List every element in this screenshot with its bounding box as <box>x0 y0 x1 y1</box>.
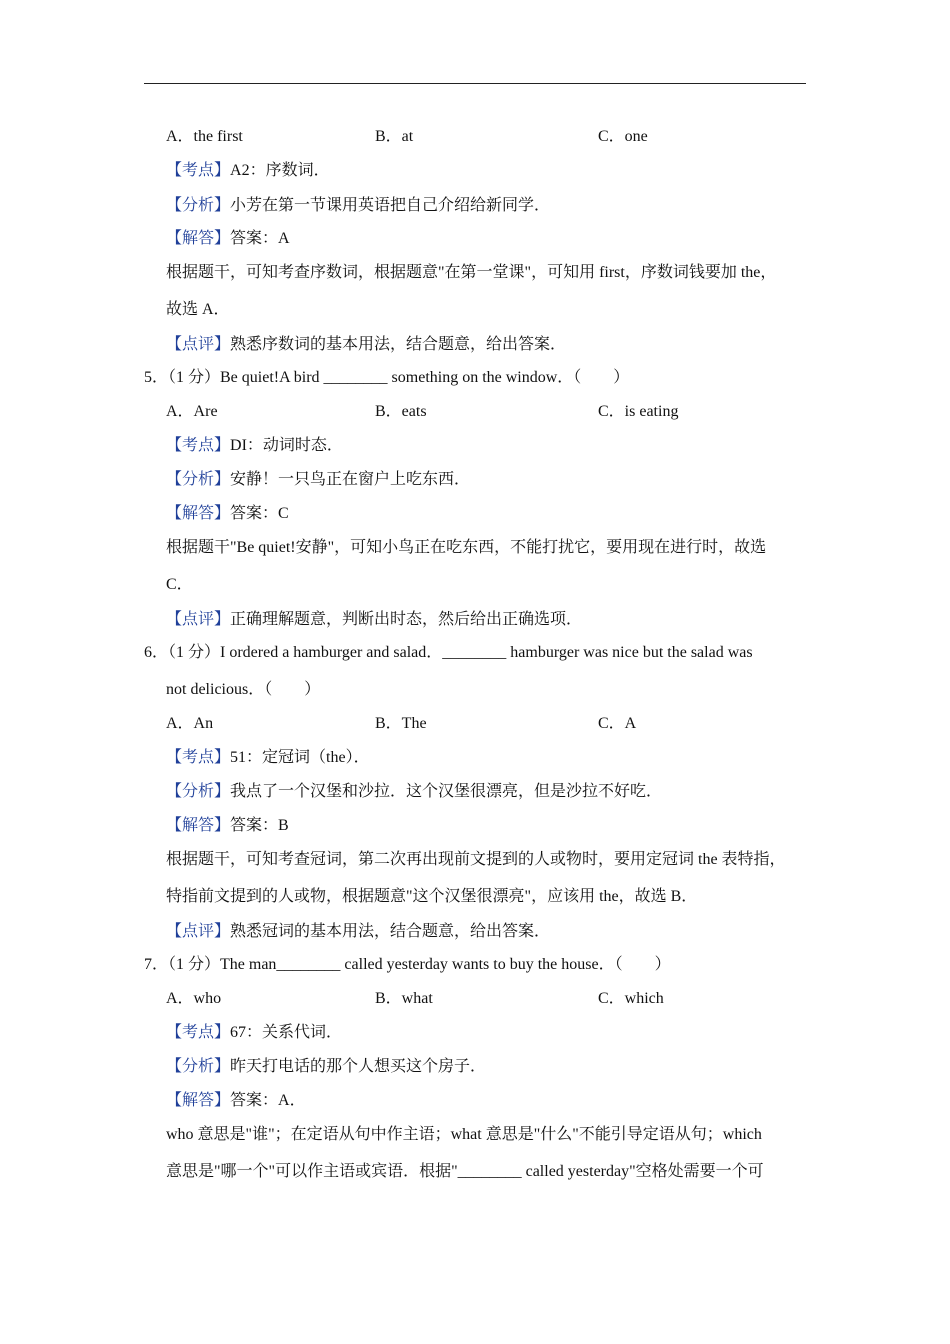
q7-kaodian <box>166 1023 342 1043</box>
q5-fenxi <box>166 470 470 490</box>
q7-kaodian-text: 67：关系代词． <box>230 1024 343 1041</box>
kaodian-tag: 【考点】 <box>166 437 231 454</box>
dianping-tag: 【点评】 <box>166 336 231 353</box>
kaodian-tag: 【考点】 <box>166 1024 231 1041</box>
q5-dianping-text: 正确理解题意，判断出时态，然后给出正确选项． <box>230 611 583 628</box>
q5-dianping <box>166 610 582 630</box>
q6-kaodian-text: 51：定冠词（the）． <box>230 749 370 766</box>
q4-kaodian <box>166 161 330 181</box>
q7-explain-line-1: who 意思是"谁"；在定语从句中作主语；what 意思是"什么"不能引导定语从句；which <box>166 1126 762 1143</box>
q5-option-b: B．eats <box>375 403 427 420</box>
q4-fenxi <box>166 196 550 216</box>
q5-jieda-text: 答案：C <box>230 505 289 522</box>
q7-jieda <box>166 1091 306 1111</box>
q6-jieda <box>166 816 289 836</box>
q6-option-b: B．The <box>375 715 427 732</box>
jieda-tag: 【解答】 <box>166 230 231 247</box>
jieda-tag: 【解答】 <box>166 1092 231 1109</box>
q6-dianping <box>166 922 550 942</box>
q6-option-a: A．An <box>166 715 214 732</box>
q7-option-c: C．which <box>598 990 664 1007</box>
jieda-tag: 【解答】 <box>166 505 231 522</box>
q6-stem-line-2: not delicious．（ ） <box>166 681 321 698</box>
q5-kaodian-text: DI：动词时态． <box>230 437 343 454</box>
q5-fenxi-text: 安静！一只鸟正在窗户上吃东西． <box>230 471 471 488</box>
q5-explain-line-2: C． <box>166 576 193 593</box>
q7-fenxi-text: 昨天打电话的那个人想买这个房子． <box>230 1058 487 1075</box>
q6-kaodian <box>166 748 370 768</box>
q6-dianping-text: 熟悉冠词的基本用法，结合题意，给出答案． <box>230 923 551 940</box>
q5-stem: 5．（1 分）Be quiet!A bird ________ something on the window．（ ） <box>144 369 630 386</box>
dianping-tag: 【点评】 <box>166 923 231 940</box>
q5-option-a: A．Are <box>166 403 218 420</box>
q4-explain-line-2: 故选 A． <box>166 301 230 318</box>
q6-explain-line-2: 特指前文提到的人或物，根据题意"这个汉堡很漂亮"，应该用 the，故选 B． <box>166 888 698 905</box>
q6-fenxi <box>166 782 662 802</box>
q4-option-c: C．one <box>598 128 648 145</box>
q7-fenxi <box>166 1057 486 1077</box>
q4-kaodian-text: A2：序数词． <box>230 162 330 179</box>
q4-explain-line-1: 根据题干，可知考查序数词，根据题意"在第一堂课"，可知用 first，序数词钱要加 the， <box>166 264 777 281</box>
q4-option-b: B．at <box>375 128 414 145</box>
q4-jieda <box>166 229 290 249</box>
header-rule <box>144 83 806 84</box>
fenxi-tag: 【分析】 <box>166 783 231 800</box>
q4-dianping <box>166 335 566 355</box>
q4-option-a: A．the first <box>166 128 243 145</box>
q7-option-a: A．who <box>166 990 222 1007</box>
q7-jieda-text: 答案：A． <box>230 1092 306 1109</box>
q6-option-c: C．A <box>598 715 637 732</box>
q7-stem: 7．（1 分）The man________ called yesterday wants to buy the house．（ ） <box>144 956 671 973</box>
q4-fenxi-text: 小芳在第一节课用英语把自己介绍给新同学． <box>230 197 551 214</box>
fenxi-tag: 【分析】 <box>166 197 231 214</box>
q5-explain-line-1: 根据题干"Be quiet!安静"，可知小鸟正在吃东西，不能打扰它，要用现在进行时，故选 <box>166 539 767 556</box>
q6-explain-line-1: 根据题干，可知考查冠词，第二次再出现前文提到的人或物时，要用定冠词 the 表特指， <box>166 851 786 868</box>
q7-option-b: B．what <box>375 990 433 1007</box>
fenxi-tag: 【分析】 <box>166 1058 231 1075</box>
q4-dianping-text: 熟悉序数词的基本用法，结合题意，给出答案． <box>230 336 567 353</box>
q4-jieda-text: 答案：A <box>230 230 290 247</box>
q7-explain-line-2: 意思是"哪一个"可以作主语或宾语．根据"________ called yesterday"空格处需要一个可 <box>166 1163 764 1180</box>
q5-kaodian <box>166 436 343 456</box>
fenxi-tag: 【分析】 <box>166 471 231 488</box>
q6-stem-line-1: 6．（1 分）I ordered a hamburger and salad．________ hamburger was nice but the salad was <box>144 644 753 661</box>
q6-fenxi-text: 我点了一个汉堡和沙拉．这个汉堡很漂亮，但是沙拉不好吃． <box>230 783 663 800</box>
q6-jieda-text: 答案：B <box>230 817 289 834</box>
q5-jieda <box>166 504 289 524</box>
kaodian-tag: 【考点】 <box>166 162 231 179</box>
jieda-tag: 【解答】 <box>166 817 231 834</box>
kaodian-tag: 【考点】 <box>166 749 231 766</box>
dianping-tag: 【点评】 <box>166 611 231 628</box>
q5-option-c: C．is eating <box>598 403 679 420</box>
